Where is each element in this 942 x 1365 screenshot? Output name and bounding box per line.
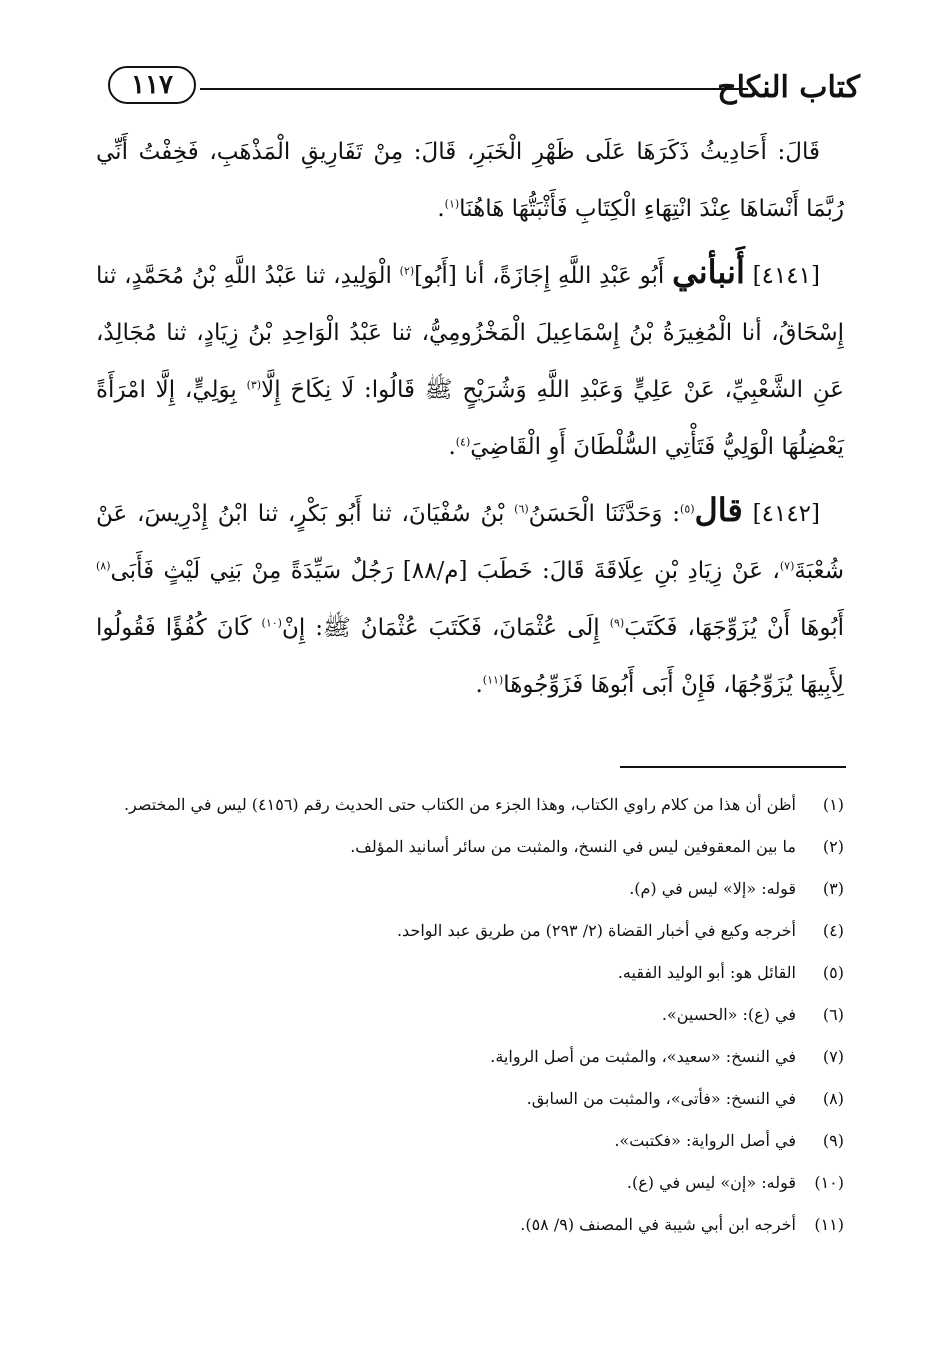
footnote-item [96,910,844,952]
intro-text: قَالَ: أَحَادِيثُ ذَكَرَهَا عَلَى ظَهْرِ الْخَبَرِ، قَالَ: مِنْ تَفَارِيقِ الْمَذْهَبِ، فَخِفْتُ أَنِّي رُبَّمَا أَنْسَاهَا عِنْدَ انْتِهَاءِ الْكِتَابِ فَأَثْبَتُّهَا هَاهُنَا [96,139,844,222]
footnote-ref-11: (١١) [482,673,504,687]
footnote-text: أظن أن هذا من كلام راوي الكتاب، وهذا الجزء من الكتاب حتى الحديث رقم (٤١٥٦) ليس في المختصر. [123,795,796,814]
footnote-text: ما بين المعقوفين ليس في النسخ، والمثبت من سائر أسانيد المؤلف. [350,837,796,856]
footnote-ref-6: (٦) [514,502,529,516]
page-number: ١١٧ [108,66,196,104]
footnote-ref-3: (٣) [246,378,262,392]
footnote-item [96,1204,844,1246]
footnote-ref-8: (٨) [96,559,111,573]
footnote-ref-5: (٥) [680,502,695,516]
footnote-number: (٧) [822,1047,844,1066]
hadith-4141 [96,244,844,476]
hadith-4141-end: . [448,434,456,460]
footnote-ref-2: (٢) [399,264,415,278]
footnote-item [96,994,844,1036]
footnote-item [96,1162,844,1204]
footnote-ref-10: (١٠) [261,616,282,630]
hadith-4142-keyword: قال [694,491,743,529]
footnote-number: (٢) [822,837,844,856]
footnote-number: (١٠) [814,1173,844,1192]
footnote-number: (٦) [822,1005,844,1024]
hadith-4142-text-1: : وَحَدَّثَنَا الْحَسَنُ [528,501,681,527]
footnote-number: (٩) [822,1131,844,1150]
footnote-item [96,1036,844,1078]
footnote-number: (٥) [822,963,844,982]
page-header [108,66,860,110]
header-rule [200,88,748,90]
main-text [96,124,844,720]
hadith-4142-text-5: إِلَى عُثْمَانَ، فَكَتَبَ عُثْمَانُ ﷺ: إِنْ [281,615,610,641]
footnote-divider [620,766,846,768]
footnote-item [96,1078,844,1120]
footnote-text: في أصل الرواية: «فكتبت». [614,1131,796,1150]
hadith-4141-keyword: أَنبأني [672,253,745,291]
footnote-text: أخرجه وكيع في أخبار القضاة (٢/ ٢٩٣) من طريق عبد الواحد. [396,921,796,940]
hadith-4142-text-6: كَانَ كُفُؤًا فَقُولُوا لِأَبِيهَا يُزَوِّجُهَا، فَإِنْ أَبَى أَبُوهَا فَزَوِّجُوهَا [96,615,844,698]
footnote-text: أخرجه ابن أبي شيبة في المصنف (٩/ ٥٨). [520,1215,796,1234]
footnote-text: القائل هو: أبو الوليد الفقيه. [617,963,796,982]
footnote-ref-7: (٧) [779,559,795,573]
footnote-ref-4: (٤) [455,435,471,449]
hadith-4142-text-2: بْنُ سُفْيَانَ، ثنا أَبُو بَكْرٍ، ثنا ابْنُ إِدْرِيسَ، عَنْ شُعْبَةَ [96,501,844,584]
footnotes [96,784,844,1246]
footnote-number: (٨) [822,1089,844,1108]
footnote-number: (٤) [822,921,844,940]
footnote-item [96,1120,844,1162]
hadith-4142-number: [٤١٤٢] [752,501,821,527]
intro-paragraph [96,124,844,238]
hadith-4141-text-1: أَبُو عَبْدِ اللَّهِ إِجَازَةً، أنا [أَبُو] [414,263,673,289]
hadith-4142 [96,482,844,714]
footnote-text: قوله: «إلا» ليس في (م). [629,879,796,898]
footnote-number: (١) [822,795,844,814]
hadith-4142-end: . [475,672,483,698]
hadith-4142-text-4: أَبُوهَا أَنْ يُزَوِّجَهَا، فَكَتَبَ [624,615,844,641]
hadith-4141-text-2: الْوَلِيدِ، ثنا عَبْدُ اللَّهِ بْنُ مُحَمَّدٍ، ثنا إِسْحَاقُ، أنا الْمُغِيرَةُ بْنُ إِسْمَاعِيلَ الْمَخْزُومِيُّ، ثنا عَبْدُ الْوَاحِدِ بْنُ زِيَادٍ، ثنا مُجَالِدٌ، عَنِ الشَّعْبِيِّ، عَنْ عَلِيٍّ وَعَبْدِ اللَّهِ وَشُرَيْحٍ ﷺ قَالُوا: لَا نِكَاحَ إِلَّا [96,263,845,403]
footnote-ref-9: (٩) [609,616,625,630]
footnote-item [96,952,844,994]
footnote-text: قوله: «إن» ليس في (ع). [626,1173,796,1192]
footnote-text: في (ع): «الحسين». [661,1005,796,1024]
hadith-4141-number: [٤١٤١] [752,263,820,289]
chapter-title: كتاب النكاح [717,70,860,105]
footnote-item [96,784,844,826]
footnote-number: (٣) [822,879,844,898]
footnote-text: في النسخ: «سعيد»، والمثبت من أصل الرواية. [490,1047,796,1066]
footnote-item [96,868,844,910]
intro-end: . [437,196,445,222]
footnote-ref-1: (١) [444,197,460,211]
hadith-4142-text-3: ، عَنْ زِيَادِ بْنِ عِلَاقَةَ قَالَ: خَطَبَ [م/٨٨] رَجُلٌ سَيِّدَةً مِنْ بَنِي لَيْثٍ فَأَبَى [110,558,780,584]
footnote-item [96,826,844,868]
footnote-text: في النسخ: «فأتى»، والمثبت من السابق. [526,1089,796,1108]
footnote-number: (١١) [814,1215,844,1234]
hadith-4141-text-3: بِوَلِيٍّ، إِلَّا امْرَأَةً يَعْضِلُهَا الْوَلِيُّ فَتَأْتِي السُّلْطَانَ أَوِ الْقَاضِيَ [96,377,844,460]
